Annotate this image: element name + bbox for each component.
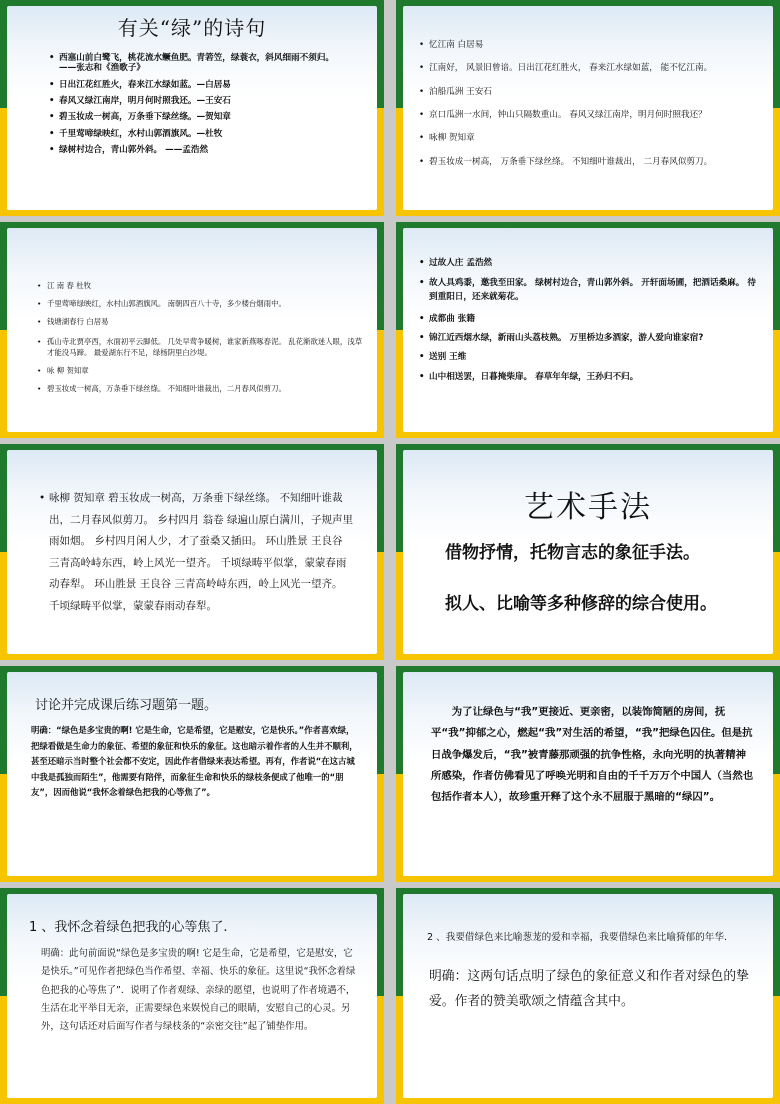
- slide-panel: [7, 6, 377, 210]
- list-item: • 泊船瓜洲 王安石: [429, 87, 761, 97]
- answer-paragraph: 明确：此句前面说“绿色是多宝贵的啊! 它是生命，它是希望，它是慰安，它是快乐。”可见作者把绿色当作希望、幸福、快乐的象征。这里说“我怀念着绿色把我的心等焦了”．说明了作者观绿、亲绿的愿望，也说明了作者境遇不，生活在北平举目无亲，正需要绿色来娱悦自己的眼睛，安慰自己的心灵。另外，这句话还对后面写作者与绿枝条的“亲密交往”起了铺垫作用。: [41, 948, 356, 1033]
- poem-list: [429, 40, 761, 167]
- list-item: • 春风又绿江南岸，明月何时照我还。—王安石: [59, 96, 347, 106]
- list-item: • 锦江近西烟水绿，新雨山头荔枝熟。 万里桥边多酒家，游人爱向谁家宿?: [429, 333, 759, 343]
- list-item: • 忆江南 白居易: [429, 40, 761, 50]
- discussion-heading: 讨论并完成课后练习题第一题。: [35, 698, 218, 713]
- list-item: • 江 南 春 杜牧: [47, 282, 367, 291]
- slide-3[interactable]: [0, 222, 384, 438]
- slide-panel: [403, 672, 773, 876]
- slide-2[interactable]: [396, 0, 780, 216]
- analysis-paragraph: 为了让绿色与“我”更接近、更亲密，以装饰简陋的房间，抚平“我”抑郁之心，燃起“我”对生活的希望，“我”把绿色囚住。但是抗日战争爆发后，“我”被青藤那顽强的抗争性格，永向光明的执著精神所感染，作者仿佛看见了呼唤光明和自由的千千万万个中国人（当然也包括作者本人），故珍重开释了这个永不屈服于黑暗的“绿囚”。: [431, 706, 754, 804]
- list-item: • 千里莺啼绿映红，水村山郭酒旗风。 南朝四百八十寺，多少楼台烟雨中。: [47, 300, 367, 309]
- list-item: • 碧玉妆成一树高，万条垂下绿丝绦。 不知细叶谁裁出，二月春风似剪刀。: [47, 385, 367, 394]
- list-item: • 孤山寺北贾亭西，水面初平云脚低。 几处早莺争暖树，谁家新燕啄春泥。 乱花渐欲迷人眼，浅草才能没马蹄。 最爱湖东行不足，绿杨阴里白沙堤。: [47, 336, 367, 358]
- poem-list: [47, 282, 367, 394]
- list-item: • 千里莺啼绿映红，水村山郭酒旗风。—杜牧: [59, 129, 347, 139]
- slide-panel: [7, 672, 377, 876]
- slide-6[interactable]: [396, 444, 780, 660]
- slide-4[interactable]: [396, 222, 780, 438]
- list-item: • 故人具鸡黍，邀我至田家。 绿树村边合，青山郭外斜。 开轩面场圃，把酒话桑麻。 待到重阳日，还来就菊花。: [429, 277, 759, 305]
- slide-8[interactable]: [396, 666, 780, 882]
- slide-9[interactable]: [0, 888, 384, 1104]
- slide-panel: [7, 894, 377, 1098]
- list-item: • 江南好， 风景旧曾谙。日出江花红胜火， 春来江水绿如蓝， 能不忆江南。: [429, 63, 761, 73]
- list-item: • 山中相送罢，日暮掩柴扉。 春草年年绿，王孙归不归。: [429, 372, 759, 382]
- list-item: • 咏 柳 贺知章: [47, 367, 367, 376]
- slide-panel: [7, 228, 377, 432]
- list-item: • 西塞山前白鹭飞，桃花流水鳜鱼肥。青箬笠，绿蓑衣，斜风细雨不须归。——张志和《渔歌子》: [59, 53, 347, 74]
- list-item: • 过故人庄 孟浩然: [429, 258, 759, 268]
- slide-1[interactable]: [0, 0, 384, 216]
- list-item: • 绿树村边合，青山郭外斜。 ——孟浩然: [59, 145, 347, 155]
- slide-panel: [403, 450, 773, 654]
- poem-list: [49, 488, 355, 617]
- list-item: • 京口瓜洲一水间，钟山只隔数重山。 春风又绿江南岸，明月何时照我还？: [429, 110, 761, 120]
- list-item: • 咏柳 贺知章: [429, 133, 761, 143]
- list-item: • 日出江花红胜火，春来江水绿如蓝。—白居易: [59, 80, 347, 90]
- slide-panel: [403, 894, 773, 1098]
- poem-list: [59, 53, 347, 155]
- list-item: • 钱塘湖春行 白居易: [47, 318, 367, 327]
- slide-10[interactable]: [396, 888, 780, 1104]
- slide-panel: [7, 450, 377, 654]
- poem-list: [429, 258, 759, 382]
- question-heading: 1 、我怀念着绿色把我的心等焦了.: [29, 920, 228, 935]
- technique-line: 拟人、比喻等多种修辞的综合使用。: [445, 594, 717, 614]
- answer-paragraph: 明确：“绿色是多宝贵的啊! 它是生命，它是希望，它是慰安，它是快乐。”作者喜欢绿，把绿看做是生命力的象征、希望的象征和快乐的象征。这也暗示着作者的人生并不顺利，甚至还暗示当时整个社会都不安定，因此作者借绿来表达希望。再有，作者说“在这古城中我是孤独而陌生”，他需要有陪伴，而象征生命和快乐的绿枝条便成了他唯一的“朋友”，因而他说“我怀念着绿色把我的心等焦了”。: [31, 725, 358, 798]
- question-paragraph: 2 、我要借绿色来比喻葱茏的爱和幸福，我要借绿色来比喻猗郁的年华.: [427, 932, 728, 943]
- list-item: • 咏柳 贺知章 碧玉妆成一树高，万条垂下绿丝绦。 不知细叶谁裁出，二月春风似剪刀。 乡村四月 翁卷 绿遍山原白满川，子规声里雨如烟。 乡村四月闲人少，才了蚕桑又插田。 环山胜景 王良谷 三青高岭峙东西，岭上风光一望齐。 千顷绿畴平似掌，蒙蒙春雨动春犁。 环山胜景 王良谷 三青高岭峙东西，岭上风光一望齐。 千顷绿畴平似掌，蒙蒙春雨动春犁。: [49, 488, 355, 617]
- list-item: • 碧玉妆成一树高，万条垂下绿丝绦。—贺知章: [59, 112, 347, 122]
- slide-5[interactable]: [0, 444, 384, 660]
- list-item: • 送别 王维: [429, 352, 759, 362]
- list-item: • 成都曲 张籍: [429, 314, 759, 324]
- list-item: • 碧玉妆成一树高， 万条垂下绿丝绦。 不知细叶谁裁出， 二月春风似剪刀。: [429, 157, 761, 167]
- slide-title: 有关“绿”的诗句: [117, 16, 267, 40]
- answer-paragraph: 明确：这两句话点明了绿色的象征意义和作者对绿色的挚爱。作者的赞美歌颂之情蕴含其中。: [429, 969, 749, 1009]
- slide-panel: [403, 6, 773, 210]
- slide-title: 艺术手法: [524, 490, 652, 525]
- slide-7[interactable]: [0, 666, 384, 882]
- slide-panel: [403, 228, 773, 432]
- technique-line: 借物抒情，托物言志的象征手法。: [445, 543, 700, 563]
